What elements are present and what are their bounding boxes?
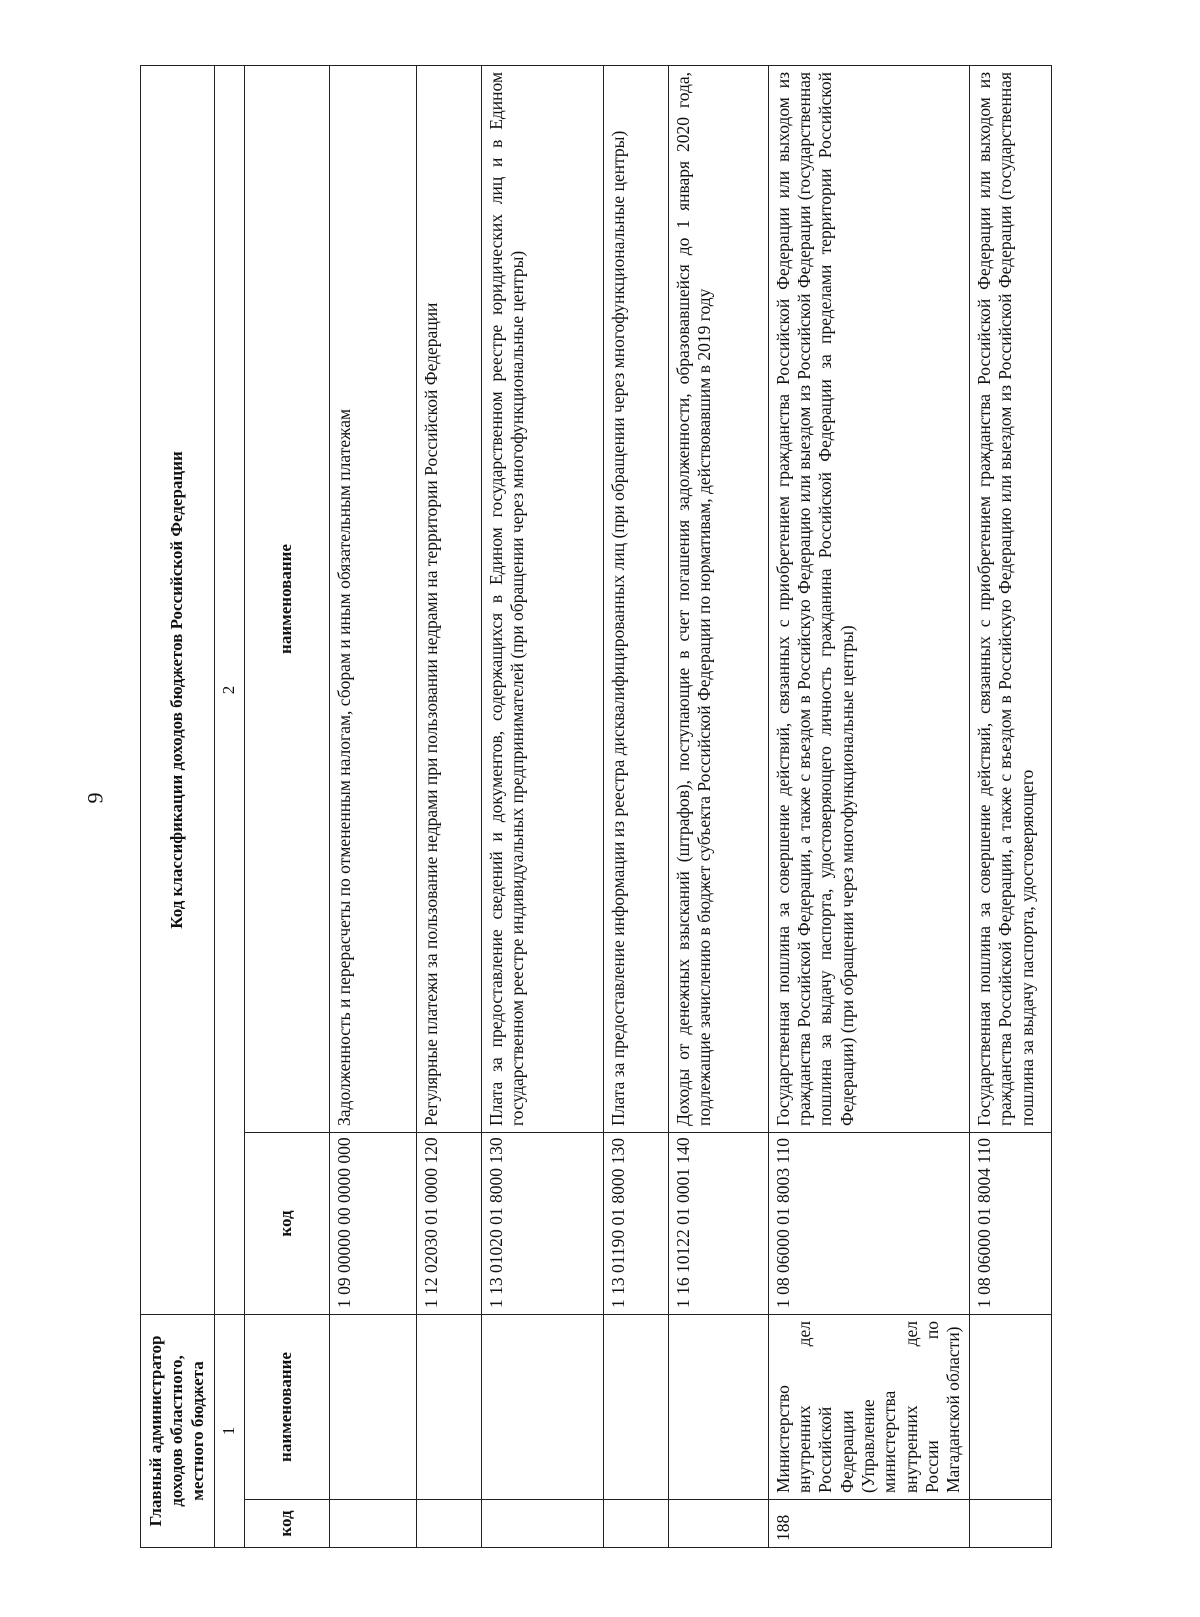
admin-code-cell [329,1500,416,1548]
admin-name-cell [481,1314,603,1499]
table-row [416,65,481,1547]
table-row [768,65,969,1547]
header-admin-group: Главный администратор доходов областного, местного бюджета [141,1314,215,1547]
table-row [969,65,1051,1547]
income-name-cell: Плата за предоставление информации из реестра дисквалифицированных лиц (при обращении через многофункциональные центры) [603,65,668,1132]
header-admin-name: наименование [244,1314,329,1499]
admin-name-cell [329,1314,416,1499]
admin-code-cell [481,1500,603,1548]
income-name-cell: Плата за предоставление сведений и документов, содержащихся в Едином государственном реестре юридических лиц и в Едином государственном реестре индивидуальных предпринимателей (при обращении через многофункциональные центры) [481,65,603,1132]
table-row [481,65,603,1547]
admin-name-cell [416,1314,481,1499]
income-name-cell: Государственная пошлина за совершение действий, связанных с приобретением гражданства Российской Федерации или выходом из гражданства Российской Федерации, а также с въездом в Российскую Федерацию или выездом из Российской Федерации (государственная пошлина за выдачу паспорта, удостоверяющего личность гражданина Российской Федерации за пределами территории Российской Федерации) (при обращении через многофункциональные центры) [768,65,969,1132]
income-code-cell: 1 08 06000 01 8004 110 [969,1132,1051,1314]
header-classification-group: Код классификации доходов бюджетов Российской Федерации [141,65,215,1314]
income-code-cell: 1 16 10122 01 0001 140 [668,1132,768,1314]
table-row [603,65,668,1547]
income-code-cell: 1 09 00000 00 0000 000 [329,1132,416,1314]
header-admin-code: код [244,1500,329,1548]
table-row [329,65,416,1547]
rotated-table-wrapper [140,66,1037,1548]
column-number-2: 2 [215,65,245,1314]
income-code-cell: 1 12 02030 01 0000 120 [416,1132,481,1314]
admin-name-cell [969,1314,1051,1499]
admin-code-cell [969,1500,1051,1548]
income-code-cell: 1 13 01190 01 8000 130 [603,1132,668,1314]
admin-name-cell [668,1314,768,1499]
admin-code-cell [603,1500,668,1548]
income-name-cell: Доходы от денежных взысканий (штрафов), поступающие в счет погашения задолженности, образовавшейся до 1 января 2020 года, подлежащие зачислению в бюджет субъекта Российской Федерации по нормативам, действовавшим в 2019 году [668,65,768,1132]
column-number-1: 1 [215,1314,245,1547]
income-name-cell: Регулярные платежи за пользование недрами при пользовании недрами на территории Российской Федерации [416,65,481,1132]
admin-name-cell: Министерство внутренних дел Российской Федерации (Управление министерства внутренних дел России по Магаданской области) [768,1314,969,1499]
income-name-cell: Задолженность и перерасчеты по отмененным налогам, сборам и иным обязательным платежам [329,65,416,1132]
admin-code-cell [668,1500,768,1548]
header-class-name: наименование [244,65,329,1132]
admin-code-cell: 188 [768,1500,969,1548]
income-code-cell: 1 08 06000 01 8003 110 [768,1132,969,1314]
admin-name-cell [603,1314,668,1499]
header-class-code: код [244,1132,329,1314]
budget-classification-table [140,65,1052,1548]
admin-code-cell [416,1500,481,1548]
table-row [668,65,768,1547]
page-number: 9 [82,792,108,804]
income-name-cell: Государственная пошлина за совершение действий, связанных с приобретением гражданства Российской Федерации или выходом из гражданства Российской Федерации, а также с въездом в Российскую Федерацию или выездом из Российской Федерации (государственная пошлина за выдачу паспорта, удостоверяющего [969,65,1051,1132]
income-code-cell: 1 13 01020 01 8000 130 [481,1132,603,1314]
